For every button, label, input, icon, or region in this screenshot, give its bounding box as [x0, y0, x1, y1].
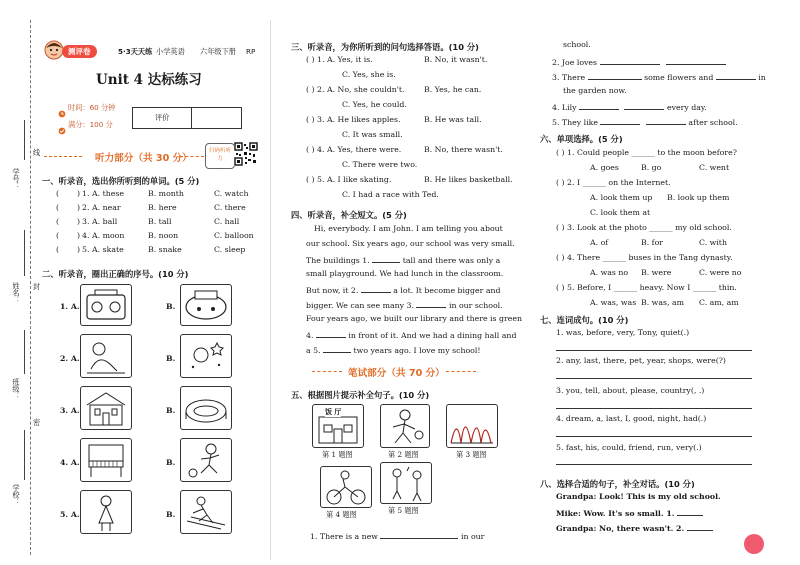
qr-code-icon	[234, 142, 258, 166]
part3-option-b: B. He was tall.	[424, 115, 482, 124]
tape-recorder-picture	[80, 284, 132, 326]
part2-heading: 二、听录音，圈出正确的序号。(10 分)	[42, 269, 189, 279]
header-subject: 小学英语	[156, 47, 185, 56]
listening-divider-left	[44, 156, 82, 157]
cooking-picture	[380, 404, 430, 448]
margin-label-sealed: 密	[33, 418, 41, 427]
robot-picture	[180, 284, 232, 326]
part7-item-3: 3. you, tell, about, please, country(, .)	[556, 386, 705, 395]
part1-option-c: C. hall	[214, 217, 240, 226]
part1-option-a: A. ball	[92, 217, 118, 226]
part1-row	[56, 231, 80, 241]
part6-option-c: C. look them at	[590, 208, 651, 217]
part6-stem-3[interactable]: ( ) 3. Look at the photo ______ my old school.	[556, 223, 732, 232]
part3-option-c: C. Yes, she is.	[342, 70, 396, 79]
passage-text: a lot. It become bigger and	[393, 286, 501, 295]
unit-title: Unit 4 达标练习	[96, 72, 202, 88]
part2-item-b[interactable]: B.	[166, 354, 176, 363]
part1-num: 3.	[82, 217, 90, 226]
part5-q5-blank-2[interactable]	[646, 116, 686, 125]
part4-heading: 四、听录音，补全短文。(5 分)	[291, 210, 407, 220]
dialog-blank-1[interactable]	[677, 507, 703, 516]
part1-row	[56, 189, 80, 199]
skiing-picture	[180, 490, 232, 534]
header-edition: RP	[246, 47, 256, 56]
part5-q3-text-3: in	[758, 73, 766, 82]
part1-option-b: B. snake	[148, 245, 182, 254]
answer-paren-close: )	[77, 245, 81, 254]
grass-picture	[446, 404, 498, 448]
part1-option-b: B. noon	[148, 231, 179, 240]
part5-heading: 五、根据图片提示补全句子。(10 分)	[291, 390, 430, 400]
passage-line	[306, 284, 501, 296]
passage-line: Four years ago, we built our library and there is green	[306, 314, 523, 323]
part2-item-label[interactable]: 5. A.	[60, 510, 80, 519]
evaluation-label: 评价	[155, 113, 170, 122]
part6-heading: 六、单项选择。(5 分)	[540, 134, 623, 144]
part1-option-b: B. here	[148, 203, 177, 212]
passage-line	[306, 329, 516, 341]
part1-heading: 一、听录音，选出你所听到的单词。(5 分)	[42, 176, 200, 186]
part6-option-a: A. was, was	[590, 298, 637, 307]
part5-q1	[310, 530, 484, 542]
passage-text: two years ago. I love my school!	[353, 346, 481, 355]
part6-option-b: B. was, am	[641, 298, 685, 307]
part3-heading: 三、听录音，为你所听到的问句选择答语。(10 分)	[291, 42, 479, 52]
part1-row	[56, 217, 80, 227]
page-corner-dot-icon	[744, 534, 764, 554]
part3-option-c: C. There were two.	[342, 160, 418, 169]
evaluation-divider	[191, 108, 192, 128]
page-fold	[270, 20, 271, 560]
part5-q4-text-2: every day.	[666, 103, 707, 112]
part3-row-3[interactable]: ( ) 3. A. He likes apples.	[306, 115, 401, 124]
dialog-text: Grandpa: No, there wasn't. 2.	[556, 524, 685, 533]
margin-write-line-1	[24, 120, 25, 160]
part5-q2-text: 2. Joe loves	[552, 58, 598, 67]
stars-picture	[180, 334, 232, 378]
cycling-picture	[320, 466, 372, 508]
stadium-picture	[180, 386, 232, 430]
qr-caption-bubble	[205, 143, 235, 169]
part2-item-label[interactable]: 1. A.	[60, 302, 80, 311]
time-label: 时间：60 分钟	[68, 103, 116, 112]
dialog-line-3	[556, 522, 713, 534]
part1-option-a: A. near	[92, 203, 121, 212]
blank-3[interactable]	[416, 299, 446, 308]
answer-paren-open[interactable]: (	[56, 217, 60, 226]
part5-q3-text: 3. There	[552, 73, 586, 82]
part1-option-b: B. tall	[148, 217, 172, 226]
part3-option-b: B. He likes basketball.	[424, 175, 513, 184]
passage-line: Hi, everybody. I am John. I am telling you about	[314, 224, 503, 233]
part3-option-b: B. Yes, he can.	[424, 85, 482, 94]
margin-label-line: 线	[33, 148, 41, 157]
part5-q1-end: school.	[563, 40, 591, 49]
part3-row-1[interactable]: ( ) 1. A. Yes, it is.	[306, 55, 373, 64]
answer-paren-close: )	[77, 217, 81, 226]
part5-q1-text: 1. There is a new	[310, 532, 378, 541]
part2-item-b[interactable]: B.	[166, 406, 176, 415]
part5-q1-text-2: in our	[460, 532, 485, 541]
part8-heading: 八、选择合适的句子，补全对话。(10 分)	[540, 479, 695, 489]
margin-label-class: 班级：	[12, 378, 21, 400]
margin-label-name: 姓名：	[12, 282, 21, 304]
part5-q3	[552, 71, 766, 83]
part5-q3-blank-1[interactable]	[588, 71, 642, 80]
part5-q2	[552, 56, 726, 68]
dining-hall-picture	[312, 404, 364, 448]
passage-text: a 5.	[306, 346, 321, 355]
margin-label-seal: 封	[33, 282, 41, 291]
passage-text: bigger. We can see many 3.	[306, 301, 414, 310]
passage-text: tall and there was only a	[402, 256, 501, 265]
part3-row-2[interactable]: ( ) 2. A. No, she couldn't.	[306, 85, 405, 94]
part7-item-2: 2. any, last, there, pet, year, shops, were(?)	[556, 356, 726, 365]
boy-sleeping-picture	[80, 334, 132, 378]
part1-option-a: A. moon	[92, 231, 125, 240]
listening-title: 听力部分（共 30 分）	[95, 153, 192, 164]
part1-option-c: C. balloon	[214, 231, 254, 240]
evaluation-box	[132, 107, 242, 129]
part2-item-label[interactable]: 2. A.	[60, 354, 80, 363]
part1-num: 1.	[82, 189, 90, 198]
part7-item-4: 4. dream, a, last, I, good, night, had(.)	[556, 414, 707, 423]
part5-q3-blank-2[interactable]	[716, 71, 756, 80]
margin-write-line-4	[24, 430, 25, 480]
passage-text: in front of it. And we had a dining hall and	[348, 331, 517, 340]
part3-option-c: C. It was small.	[342, 130, 403, 139]
answer-paren-open[interactable]: (	[56, 203, 60, 212]
picture-caption-2: 第 2 题图	[388, 450, 419, 459]
part2-item-label[interactable]: 4. A.	[60, 458, 80, 467]
part6-option-b: B. for	[641, 238, 663, 247]
part5-q4-blank-1[interactable]	[579, 101, 619, 110]
part6-option-a: A. look them up	[590, 193, 653, 202]
part6-option-c: C. were no	[699, 268, 742, 277]
header-badge: 测评卷	[62, 45, 97, 58]
part6-stem-5[interactable]: ( ) 5. Before, I ______ heavy. Now I ______ thin.	[556, 283, 737, 292]
part7-answer-line-5[interactable]	[556, 464, 752, 465]
part1-option-c: C. there	[214, 203, 246, 212]
answer-paren-open[interactable]: (	[56, 245, 60, 254]
answer-paren-close: )	[77, 231, 81, 240]
part1-row	[56, 245, 80, 255]
part3-option-b: B. No, there wasn't.	[424, 145, 503, 154]
part5-q5-text: 5. They like	[552, 118, 598, 127]
picture-caption-3: 第 3 题图	[456, 450, 487, 459]
part2-item-b[interactable]: B.	[166, 510, 176, 519]
part7-answer-line-4[interactable]	[556, 436, 752, 437]
written-title: 笔试部分（共 70 分）	[348, 368, 445, 379]
listening-divider-right	[180, 156, 204, 157]
part6-option-c: C. with	[699, 238, 727, 247]
part2-item-b[interactable]: B.	[166, 458, 176, 467]
part1-option-c: C. sleep	[214, 245, 246, 254]
passage-line: small playground. We had lunch in the classroom.	[306, 269, 504, 278]
part6-option-a: A. goes	[590, 163, 619, 172]
part6-stem-1[interactable]: ( ) 1. Could people ______ to the moon before?	[556, 148, 737, 157]
dialog-text: Mike: Wow. It's so small. 1.	[556, 509, 675, 518]
written-divider-right	[446, 371, 476, 372]
answer-paren-open[interactable]: (	[56, 231, 60, 240]
part5-q5-text-2: after school.	[688, 118, 738, 127]
part1-option-c: C. watch	[214, 189, 249, 198]
part1-num: 5.	[82, 245, 90, 254]
building-picture	[80, 386, 132, 430]
margin-write-line-3	[24, 330, 25, 374]
passage-text: in our school.	[448, 301, 503, 310]
part3-option-b: B. No, it wasn't.	[424, 55, 488, 64]
dialog-line-2	[556, 507, 703, 519]
picture-caption-5: 第 5 题图	[388, 506, 419, 515]
dialog-blank-2[interactable]	[687, 522, 713, 531]
blank-2[interactable]	[361, 284, 391, 293]
part7-heading: 七、连词成句。(10 分)	[540, 315, 629, 325]
part6-option-b: B. were	[641, 268, 672, 277]
answer-paren-open[interactable]: (	[56, 189, 60, 198]
part3-row-4[interactable]: ( ) 4. A. Yes, there were.	[306, 145, 402, 154]
passage-text: But now, it 2.	[306, 286, 359, 295]
passage-line	[306, 254, 500, 266]
part1-option-b: B. month	[148, 189, 184, 198]
part5-q3-cont: the garden now.	[563, 86, 627, 95]
part5-q5	[552, 116, 738, 128]
margin-label-school: 学校：	[12, 484, 21, 506]
part6-option-b: B. go	[641, 163, 662, 172]
part7-answer-line-1[interactable]	[556, 350, 752, 351]
part3-option-c: C. I had a race with Ted.	[342, 190, 439, 199]
dialog-line-1: Grandpa: Look! This is my old school.	[556, 492, 721, 501]
piano-picture	[80, 438, 132, 482]
passage-text: 4.	[306, 331, 314, 340]
blank-4[interactable]	[316, 329, 346, 338]
part2-item-label[interactable]: 3. A.	[60, 406, 80, 415]
part1-option-a: A. these	[92, 189, 124, 198]
dining-hall-sign: 饭 厅	[325, 408, 342, 416]
part5-q3-text-2: some flowers and	[644, 73, 714, 82]
part3-row-5[interactable]: ( ) 5. A. I like skating.	[306, 175, 392, 184]
part6-option-c: C. went	[699, 163, 730, 172]
answer-paren-close: )	[77, 203, 81, 212]
badminton-picture	[380, 462, 432, 504]
part6-stem-4[interactable]: ( ) 4. There ______ buses in the Tang dynasty.	[556, 253, 733, 262]
part5-q5-blank-1[interactable]	[600, 116, 640, 125]
part2-item-b[interactable]: B.	[166, 302, 176, 311]
part6-stem-2[interactable]: ( ) 2. I ______ on the Internet.	[556, 178, 671, 187]
part3-option-c: C. Yes, he could.	[342, 100, 407, 109]
part6-option-c: C. am, am	[699, 298, 739, 307]
header-series: 5·3天天练	[118, 47, 153, 56]
part5-q4	[552, 101, 707, 113]
part1-num: 2.	[82, 203, 90, 212]
part7-answer-line-3[interactable]	[556, 408, 752, 409]
written-divider-left	[312, 371, 342, 372]
part7-answer-line-2[interactable]	[556, 378, 752, 379]
part6-option-a: A. of	[590, 238, 609, 247]
part7-item-1: 1. was, before, very, Tony, quiet(.)	[556, 328, 690, 337]
part5-q2-blank-1[interactable]	[600, 56, 660, 65]
passage-line	[306, 344, 480, 356]
score-label: 满分：100 分	[68, 120, 113, 129]
boy-football-picture	[180, 438, 232, 482]
margin-label-student-no: 学号：	[12, 168, 21, 190]
part6-option-a: A. was no	[590, 268, 629, 277]
qr-caption: 扫码听听力	[208, 148, 232, 162]
passage-line: our school. Six years ago, our school was very small.	[306, 239, 515, 248]
part1-num: 4.	[82, 231, 90, 240]
part6-option-b: B. look up them	[667, 193, 730, 202]
answer-paren-close: )	[77, 189, 81, 198]
part5-q2-blank-2[interactable]	[666, 56, 726, 65]
score-icon	[58, 120, 66, 128]
header-grade: 六年级下册	[200, 47, 236, 56]
part1-option-a: A. skate	[92, 245, 124, 254]
picture-caption-4: 第 4 题图	[326, 510, 357, 519]
part5-q4-blank-2[interactable]	[624, 101, 664, 110]
part5-q1-blank[interactable]	[380, 530, 458, 539]
passage-line	[306, 299, 503, 311]
part1-row	[56, 203, 80, 213]
girl-picture	[80, 490, 132, 534]
part5-q4-text: 4. Lily	[552, 103, 577, 112]
part7-item-5: 5. fast, his, could, friend, run, very(.)	[556, 443, 702, 452]
blank-5[interactable]	[323, 344, 351, 353]
mascot-icon	[44, 40, 64, 60]
clock-icon	[58, 103, 66, 111]
margin-write-line-2	[24, 230, 25, 276]
blank-1[interactable]	[372, 254, 400, 263]
picture-caption-1: 第 1 题图	[322, 450, 353, 459]
passage-text: The buildings 1.	[306, 256, 370, 265]
